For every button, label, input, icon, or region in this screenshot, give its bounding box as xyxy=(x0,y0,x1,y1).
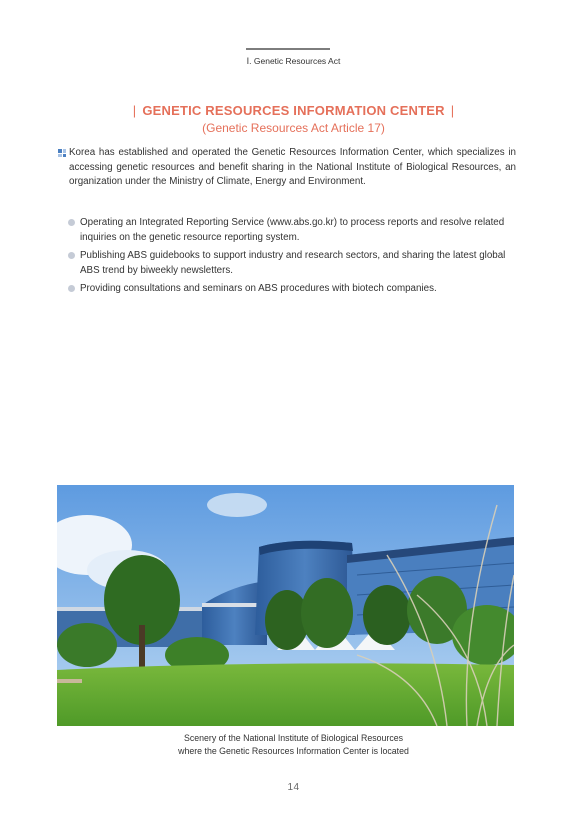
caption-line-1: Scenery of the National Institute of Biological Resources xyxy=(183,733,404,743)
activity-list xyxy=(68,216,516,301)
intro-text: Korea has established and operated the Genetic Resources Information Center, which specializes in accessing genetic resources and benefit sharing in the National Institute of Biological Resources, an organization under the Ministry of Climate, Energy and Environment. xyxy=(69,147,516,188)
institute-photo xyxy=(57,485,514,726)
list-item-text: Publishing ABS guidebooks to support industry and research sectors, and sharing the latest global ABS trend by biweekly newsletters. xyxy=(80,250,506,276)
intro-paragraph xyxy=(58,146,516,190)
chapter-header: Ⅰ. Genetic Resources Act xyxy=(246,56,341,66)
section-title-text: GENETIC RESOURCES INFORMATION CENTER xyxy=(142,103,445,118)
section-subtitle: (Genetic Resources Act Article 17) xyxy=(202,121,385,135)
list-item xyxy=(68,216,516,245)
list-item xyxy=(68,249,516,278)
photo-caption xyxy=(0,732,587,758)
list-item xyxy=(68,282,516,297)
list-item-text: Providing consultations and seminars on ABS procedures with biotech companies. xyxy=(80,283,437,295)
bullet-dot-icon xyxy=(68,252,75,259)
title-bar-left: | xyxy=(132,103,137,118)
list-item-text: Operating an Integrated Reporting Service (www.abs.go.kr) to process reports and resolve related inquiries on the genetic resource reporting system. xyxy=(80,217,505,243)
bullet-dot-icon xyxy=(68,219,75,226)
header-rule xyxy=(246,48,330,50)
square-bullet-icon xyxy=(58,149,66,157)
page-number: 14 xyxy=(287,782,300,793)
title-bar-right: | xyxy=(450,103,455,118)
bullet-dot-icon xyxy=(68,285,75,292)
caption-line-2: where the Genetic Resources Information Center is located xyxy=(178,746,409,756)
section-title xyxy=(0,103,587,118)
